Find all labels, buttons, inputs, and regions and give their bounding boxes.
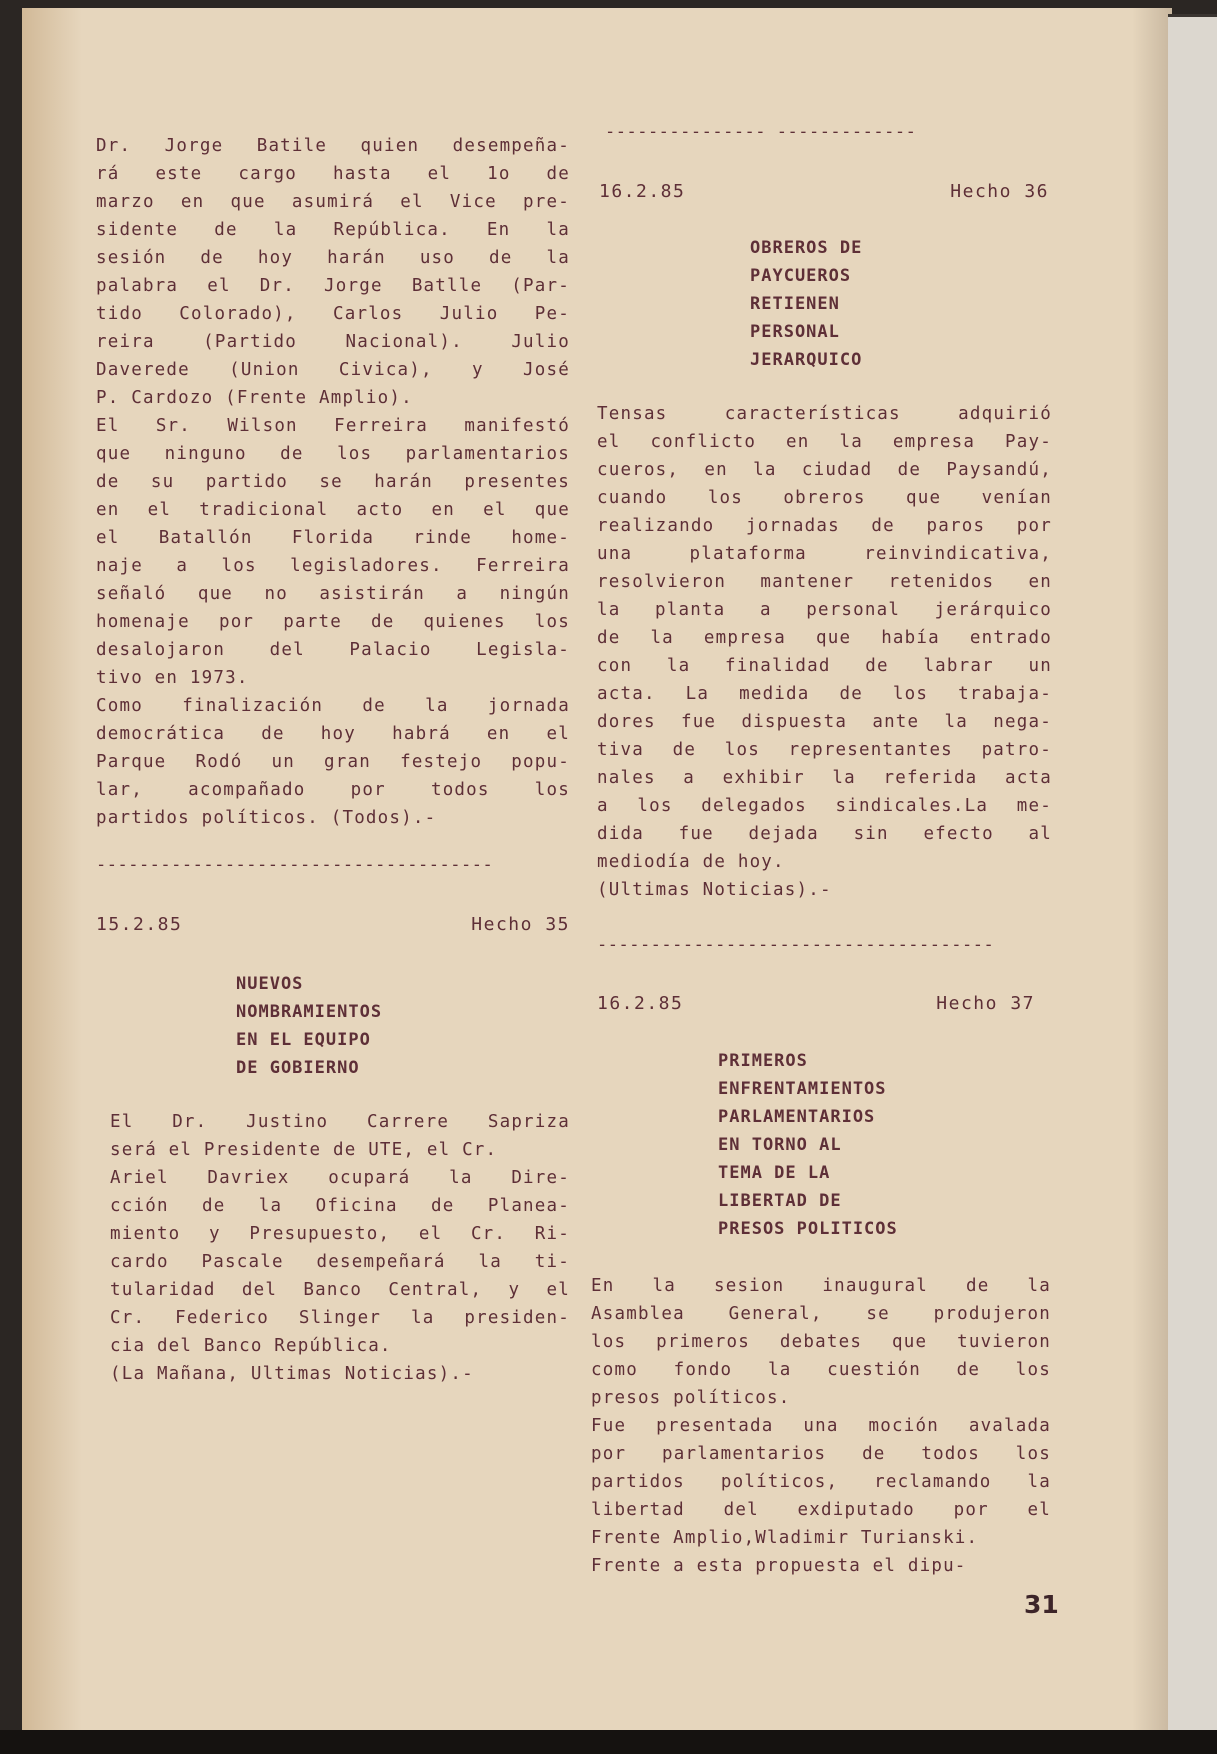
item-37-hecho: Hecho 37 <box>936 993 1035 1014</box>
title-line: OBREROS DE <box>750 238 863 258</box>
text-line: Ariel Davriex ocupará la Dire- <box>110 1168 570 1188</box>
title-line: DE GOBIERNO <box>236 1058 360 1078</box>
text-line: El Dr. Justino Carrere Sapriza <box>110 1112 570 1132</box>
text-line: la planta a personal jerárquico <box>597 600 1052 620</box>
text-line: que ninguno de los parlamentarios <box>96 444 570 464</box>
text-line: en el tradicional acto en el que <box>96 500 570 520</box>
text-line: el conflicto en la empresa Pay- <box>597 432 1052 452</box>
text-line: cia del Banco República. <box>110 1336 392 1356</box>
text-line: realizando jornadas de paros por <box>597 516 1052 536</box>
text-line: resolvieron mantener retenidos en <box>597 572 1052 592</box>
text-line: cardo Pascale desempeñará la ti- <box>110 1252 570 1272</box>
text-line: cueros, en la ciudad de Paysandú, <box>597 460 1052 480</box>
text-line: Frente a esta propuesta el dipu- <box>591 1556 967 1576</box>
text-line: (La Mañana, Ultimas Noticias).- <box>110 1364 474 1384</box>
text-line: Asamblea General, se produjeron <box>591 1304 1051 1324</box>
text-line: P. Cardozo (Frente Amplio). <box>96 388 413 408</box>
title-line: PERSONAL <box>750 322 840 342</box>
title-line: TEMA DE LA <box>718 1163 831 1183</box>
text-line: tiva de los representantes patro- <box>597 740 1052 760</box>
item-37-date: 16.2.85 <box>597 993 684 1014</box>
continuation-paragraph <box>96 132 570 832</box>
scan-bottom-edge <box>0 1730 1217 1754</box>
text-line: marzo en que asumirá el Vice pre- <box>96 192 570 212</box>
title-line: JERARQUICO <box>750 350 863 370</box>
adjacent-page-edge <box>1168 16 1217 1730</box>
text-line: de la empresa que había entrado <box>597 628 1052 648</box>
title-line: ENFRENTAMIENTOS <box>718 1079 887 1099</box>
top-rule <box>1168 14 1217 17</box>
item-35-header <box>96 914 570 935</box>
item-36-title <box>750 234 1050 374</box>
title-line: PARLAMENTARIOS <box>718 1107 876 1127</box>
section-separator: ------------------------------------- <box>96 855 494 875</box>
item-35-title <box>236 970 566 1082</box>
item-35-date: 15.2.85 <box>96 914 183 935</box>
text-line: partidos políticos. (Todos).- <box>96 808 437 828</box>
title-line: LIBERTAD DE <box>718 1191 842 1211</box>
item-36-header <box>599 181 1049 202</box>
text-line: de su partido se harán presentes <box>96 472 570 492</box>
text-line: Fue presentada una moción avalada <box>591 1416 1051 1436</box>
item-37-title <box>718 1047 1048 1243</box>
text-line: tularidad del Banco Central, y el <box>110 1280 570 1300</box>
text-line: por parlamentarios de todos los <box>591 1444 1051 1464</box>
text-line: Tensas características adquirió <box>597 404 1052 424</box>
text-line: (Ultimas Noticias).- <box>597 880 832 900</box>
text-line: Cr. Federico Slinger la presiden- <box>110 1308 570 1328</box>
text-line: rá este cargo hasta el 1o de <box>96 164 570 184</box>
text-line: nales a exhibir la referida acta <box>597 768 1052 788</box>
text-line: reira (Partido Nacional). Julio <box>96 332 570 352</box>
text-line: Como finalización de la jornada <box>96 696 570 716</box>
text-line: cuando los obreros que venían <box>597 488 1052 508</box>
text-line: como fondo la cuestión de los <box>591 1360 1051 1380</box>
text-line: sesión de hoy harán uso de la <box>96 248 570 268</box>
text-line: será el Presidente de UTE, el Cr. <box>110 1140 498 1160</box>
text-line: a los delegados sindicales.La me- <box>597 796 1052 816</box>
title-line: EN TORNO AL <box>718 1135 842 1155</box>
text-line: el Batallón Florida rinde home- <box>96 528 570 548</box>
text-line: acta. La medida de los trabaja- <box>597 684 1052 704</box>
item-36-body <box>597 400 1052 904</box>
text-line: los primeros debates que tuvieron <box>591 1332 1051 1352</box>
text-line: cción de la Oficina de Planea- <box>110 1196 570 1216</box>
title-line: NOMBRAMIENTOS <box>236 1002 383 1022</box>
title-line: PAYCUEROS <box>750 266 852 286</box>
text-line: El Sr. Wilson Ferreira manifestó <box>96 416 570 436</box>
top-separator: --------------- ------------- <box>605 122 917 142</box>
text-line: En la sesion inaugural de la <box>591 1276 1051 1296</box>
text-line: lar, acompañado por todos los <box>96 780 570 800</box>
text-line: una plataforma reinvindicativa, <box>597 544 1052 564</box>
text-line: homenaje por parte de quienes los <box>96 612 570 632</box>
text-line: tido Colorado), Carlos Julio Pe- <box>96 304 570 324</box>
page-number: 31 <box>1024 1590 1059 1619</box>
text-line: tivo en 1973. <box>96 668 249 688</box>
text-line: señaló que no asistirán a ningún <box>96 584 570 604</box>
text-line: mediodía de hoy. <box>597 852 785 872</box>
text-line: democrática de hoy habrá en el <box>96 724 570 744</box>
item-37-header <box>597 993 1035 1014</box>
title-line: PRIMEROS <box>718 1051 808 1071</box>
title-line: RETIENEN <box>750 294 840 314</box>
item-35-body <box>110 1108 570 1388</box>
text-line: Parque Rodó un gran festejo popu- <box>96 752 570 772</box>
text-line: miento y Presupuesto, el Cr. Ri- <box>110 1224 570 1244</box>
text-line: libertad del exdiputado por el <box>591 1500 1051 1520</box>
text-line: Daverede (Union Civica), y José <box>96 360 570 380</box>
text-line: presos políticos. <box>591 1388 791 1408</box>
title-line: PRESOS POLITICOS <box>718 1219 898 1239</box>
text-line: Frente Amplio,Wladimir Turianski. <box>591 1528 979 1548</box>
text-line: dores fue dispuesta ante la nega- <box>597 712 1052 732</box>
item-36-date: 16.2.85 <box>599 181 686 202</box>
text-line: con la finalidad de labrar un <box>597 656 1052 676</box>
text-line: partidos políticos, reclamando la <box>591 1472 1051 1492</box>
text-line: Dr. Jorge Batile quien desempeña- <box>96 136 570 156</box>
text-line: dida fue dejada sin efecto al <box>597 824 1052 844</box>
text-line: palabra el Dr. Jorge Batlle (Par- <box>96 276 570 296</box>
text-line: sidente de la República. En la <box>96 220 570 240</box>
item-37-body <box>591 1272 1051 1580</box>
item-36-hecho: Hecho 36 <box>950 181 1049 202</box>
title-line: EN EL EQUIPO <box>236 1030 371 1050</box>
right-column <box>575 0 1055 1730</box>
text-line: naje a los legisladores. Ferreira <box>96 556 570 576</box>
left-column <box>96 0 570 1730</box>
section-separator-right: ------------------------------------- <box>597 935 995 955</box>
title-line: NUEVOS <box>236 974 304 994</box>
item-35-hecho: Hecho 35 <box>471 914 570 935</box>
text-line: desalojaron del Palacio Legisla- <box>96 640 570 660</box>
